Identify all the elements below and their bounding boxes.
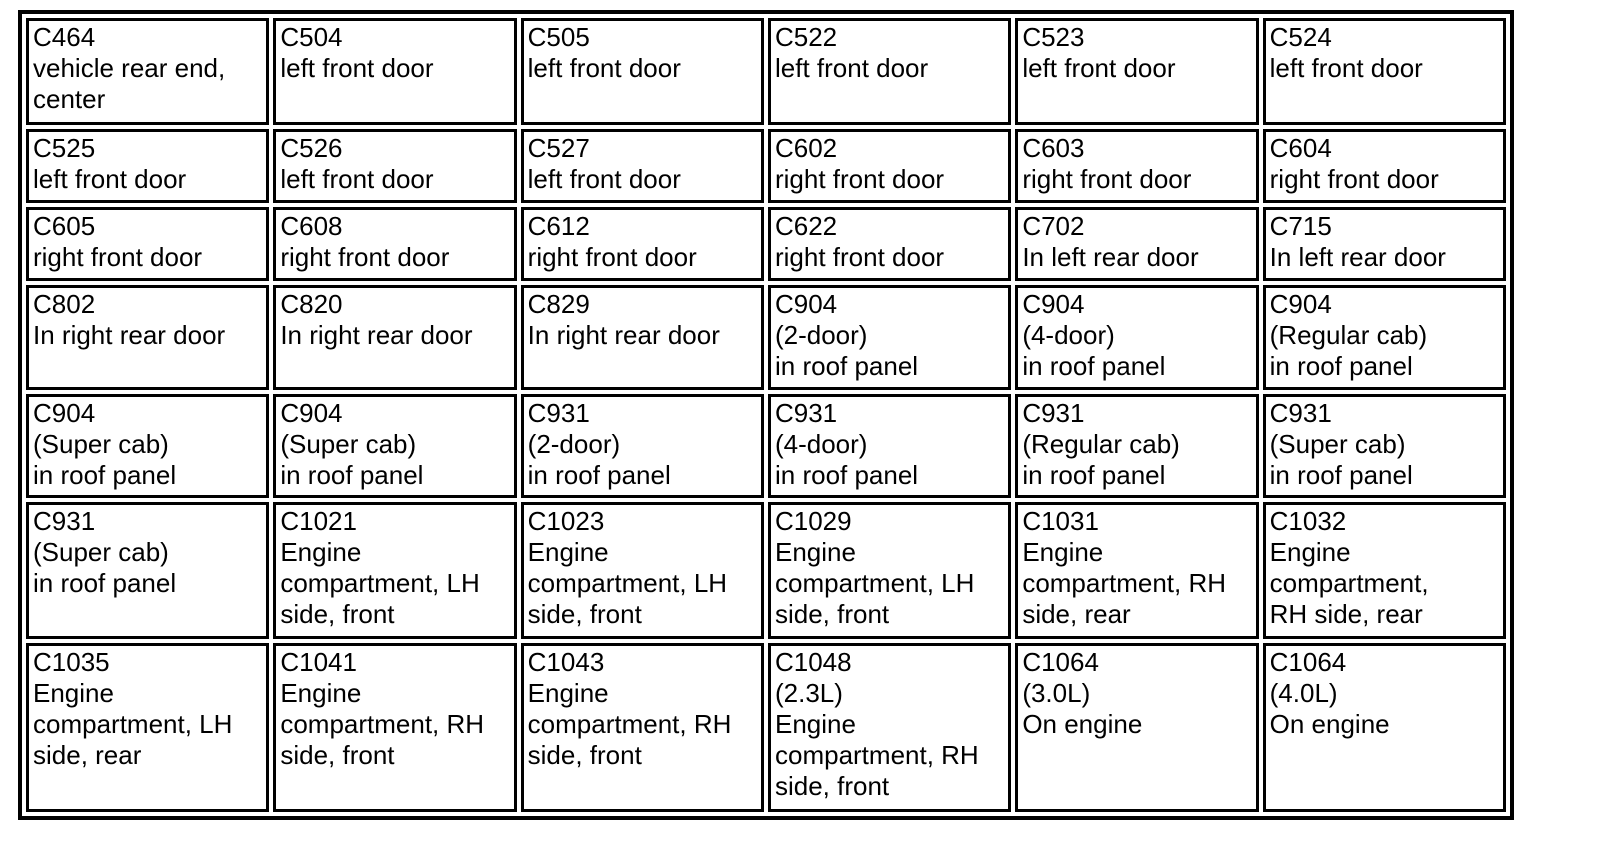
connector-location: Engine compartment, RH side, front	[280, 678, 485, 771]
connector-location: right front door	[774, 241, 945, 272]
connector-cell	[1015, 502, 1258, 639]
connector-cell	[1263, 18, 1506, 125]
connector-location: vehicle rear end, center	[33, 53, 226, 114]
connector-cell	[1015, 643, 1258, 812]
table-row	[26, 129, 1506, 203]
connector-cell	[521, 18, 764, 125]
connector-code: C904	[1022, 289, 1085, 320]
connector-code: C1064	[1022, 647, 1099, 678]
connector-location: right front door	[774, 163, 945, 194]
connector-cell	[521, 129, 764, 203]
connector-cell	[768, 394, 1011, 499]
connector-location: In left rear door	[1022, 241, 1199, 272]
connector-location: (2-door) in roof panel	[527, 428, 671, 490]
connector-code: C526	[280, 132, 343, 163]
connector-location: left front door	[280, 163, 434, 194]
connector-code: C1043	[527, 647, 605, 678]
connector-location: Engine compartment, RH side, front	[527, 678, 732, 771]
connector-code: C622	[774, 210, 838, 241]
connector-cell	[26, 643, 269, 812]
connector-cell	[768, 643, 1011, 812]
connector-location: In left rear door	[1269, 241, 1446, 272]
connector-code: C931	[1269, 397, 1332, 428]
connector-location: left front door	[280, 53, 434, 83]
table-row	[26, 502, 1506, 639]
connector-code: C608	[280, 210, 343, 241]
connector-location: left front door	[527, 163, 681, 194]
connector-cell	[26, 207, 269, 281]
connector-location: left front door	[1022, 53, 1176, 83]
connector-code: C904	[774, 289, 838, 320]
connector-location: right front door	[33, 241, 203, 272]
connector-cell	[521, 285, 764, 390]
connector-code: C602	[774, 132, 838, 163]
connector-location: (Super cab) in roof panel	[280, 428, 424, 490]
connector-code: C931	[527, 397, 590, 428]
connector-location: (Regular cab) in roof panel	[1022, 428, 1180, 490]
connector-cell	[1015, 207, 1258, 281]
connector-cell	[1015, 129, 1258, 203]
connector-location: left front door	[527, 53, 681, 83]
connector-cell	[521, 207, 764, 281]
connector-cell	[768, 285, 1011, 390]
connector-cell	[273, 394, 516, 499]
connector-cell	[26, 502, 269, 639]
connector-cell	[1263, 207, 1506, 281]
connector-locator-table	[22, 14, 1510, 816]
connector-location: left front door	[33, 163, 187, 194]
connector-code: C525	[33, 132, 96, 163]
connector-location: Engine compartment, LH side, front	[527, 537, 728, 630]
connector-cell	[273, 129, 516, 203]
connector-code: C522	[774, 22, 838, 52]
connector-code: C820	[280, 289, 343, 320]
connector-code: C1041	[280, 647, 357, 678]
connector-location: Engine compartment, RH side, rear	[1269, 537, 1429, 630]
connector-code: C1029	[774, 506, 852, 537]
connector-location: (Super cab) in roof panel	[33, 428, 177, 490]
connector-code: C1023	[527, 506, 605, 537]
connector-code: C464	[33, 22, 96, 52]
connector-cell	[273, 18, 516, 125]
connector-location: In right rear door	[33, 320, 226, 351]
connector-code: C715	[1269, 210, 1332, 241]
connector-location: (4-door) in roof panel	[774, 428, 919, 490]
connector-code: C603	[1022, 132, 1085, 163]
connector-cell	[273, 502, 516, 639]
connector-code: C605	[33, 210, 96, 241]
connector-cell	[768, 129, 1011, 203]
connector-location: (Regular cab) in roof panel	[1269, 320, 1428, 382]
connector-code: C904	[280, 397, 343, 428]
connector-location: right front door	[280, 241, 450, 272]
connector-code: C702	[1022, 210, 1085, 241]
connector-location: right front door	[1269, 163, 1439, 194]
connector-code: C612	[527, 210, 590, 241]
table-row	[26, 643, 1506, 812]
connector-code: C802	[33, 289, 96, 320]
connector-code: C904	[33, 397, 96, 428]
connector-location: right front door	[527, 241, 697, 272]
connector-code: C523	[1022, 22, 1085, 52]
connector-cell	[521, 502, 764, 639]
connector-cell	[1263, 643, 1506, 812]
connector-location: (Super cab) in roof panel	[1269, 428, 1413, 490]
connector-cell	[273, 643, 516, 812]
table-row	[26, 394, 1506, 499]
connector-location: left front door	[1269, 53, 1423, 83]
connector-cell	[1015, 18, 1258, 125]
connector-location: left front door	[774, 53, 929, 83]
connector-cell	[273, 285, 516, 390]
table-row	[26, 207, 1506, 281]
connector-code: C505	[527, 22, 590, 52]
connector-location: In right rear door	[527, 320, 720, 351]
connector-location: Engine compartment, LH side, rear	[33, 678, 233, 771]
connector-cell	[26, 285, 269, 390]
connector-code: C829	[527, 289, 590, 320]
connector-cell	[768, 207, 1011, 281]
connector-code: C904	[1269, 289, 1332, 320]
connector-location: (4.0L) On engine	[1269, 678, 1390, 740]
connector-location: (2.3L) Engine compartment, RH side, front	[774, 678, 979, 802]
connector-code: C527	[527, 132, 590, 163]
connector-cell	[1263, 502, 1506, 639]
connector-cell	[26, 129, 269, 203]
connector-cell	[273, 207, 516, 281]
connector-code: C1031	[1022, 506, 1099, 537]
connector-cell	[26, 394, 269, 499]
connector-cell	[1263, 129, 1506, 203]
table-row	[26, 285, 1506, 390]
connector-code: C931	[774, 397, 838, 428]
connector-code: C1021	[280, 506, 357, 537]
connector-cell	[521, 394, 764, 499]
connector-code: C1048	[774, 647, 852, 678]
connector-cell	[26, 18, 269, 125]
connector-location: (4-door) in roof panel	[1022, 320, 1166, 382]
connector-location: In right rear door	[280, 320, 473, 351]
connector-code: C524	[1269, 22, 1332, 52]
connector-location: Engine compartment, RH side, rear	[1022, 537, 1227, 630]
connector-cell	[1015, 394, 1258, 499]
connector-location: Engine compartment, LH side, front	[280, 537, 480, 630]
connector-location: Engine compartment, LH side, front	[774, 537, 975, 630]
connector-location: right front door	[1022, 163, 1192, 194]
connector-locator-table-frame	[18, 10, 1514, 820]
connector-cell	[1015, 285, 1258, 390]
connector-code: C1064	[1269, 647, 1347, 678]
connector-location: (2-door) in roof panel	[774, 320, 919, 382]
table-row	[26, 18, 1506, 125]
connector-cell	[521, 643, 764, 812]
connector-cell	[1263, 285, 1506, 390]
connector-code: C931	[33, 506, 96, 537]
connector-cell	[768, 502, 1011, 639]
connector-location: (3.0L) On engine	[1022, 678, 1143, 740]
connector-location: (Super cab) in roof panel	[33, 537, 177, 599]
connector-code: C504	[280, 22, 343, 52]
connector-code: C1032	[1269, 506, 1347, 537]
connector-code: C604	[1269, 132, 1332, 163]
connector-cell	[768, 18, 1011, 125]
connector-cell	[1263, 394, 1506, 499]
connector-code: C1035	[33, 647, 110, 678]
connector-code: C931	[1022, 397, 1085, 428]
